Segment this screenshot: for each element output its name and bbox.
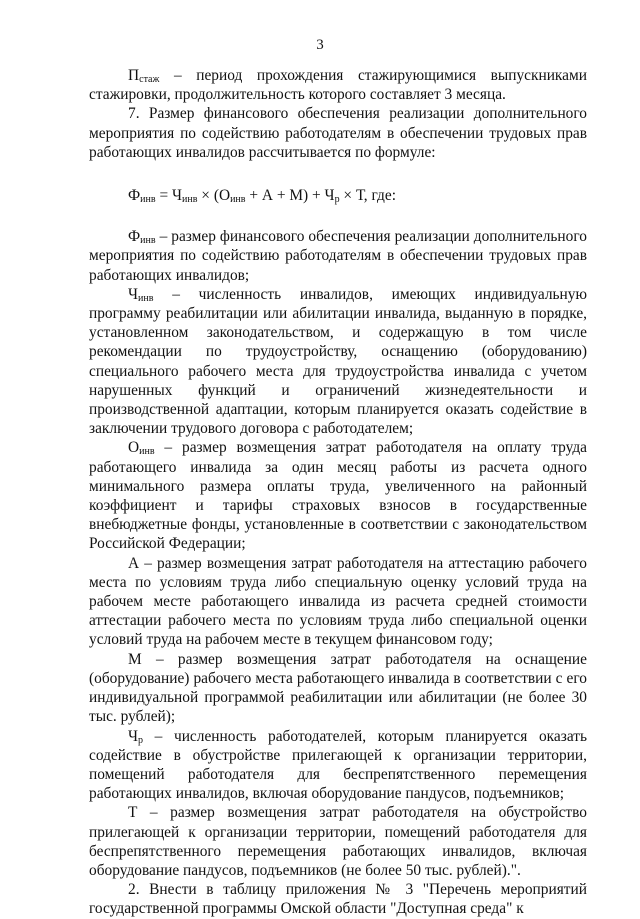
- page-number: 3: [316, 37, 324, 53]
- document-body: [89, 66, 587, 919]
- definition-o-inv: $О_{инв}$ – размер возмещения затрат работодателя на оплату труда работающего инвалида за один месяц работы из расчета одного минимального размера оплаты труда, увеличенного на районный коэффициент и тарифы страховых взносов в государственные внебюджетные фонды, установленные в соответствии с законодательством Российской Федерации;: [89, 439, 587, 553]
- definition-ch-inv: $Ч_{инв}$ – численность инвалидов, имеющих индивидуальную программу реабилитации или абилитации инвалида, выданную в порядке, установленном законодательством, и содержащую в том числе рекомендации по трудоустройству, оснащению (оборудованию) специального рабочего места для трудоустройства инвалида с учетом нарушенных функций и ограничений жизнедеятельности и производственной адаптации, которым планируется оказать содействие в заключении трудового договора с работодателем;: [89, 285, 587, 438]
- paragraph-item-2: 2. Внести в таблицу приложения № 3 "Перечень мероприятий государственной программы Омской области "Доступная среда" к: [89, 881, 587, 918]
- definition-m: М – размер возмещения затрат работодателя на оснащение (оборудование) рабочего места работающего инвалида в соответствии с его индивидуальной программой реабилитации или абилитации (не более 30 тыс. рублей);: [89, 650, 587, 726]
- definition-t: Т – размер возмещения затрат работодателя на обустройство прилегающей к организации территории, помещений работодателя для беспрепятственного перемещения работающих инвалидов, включая оборудование пандусов, подъемников (не более 50 тыс. рублей).".: [89, 804, 587, 879]
- formula: $Ф_{инв} = Ч_{инв} \times (О_{инв} + А + М) + Ч_р \times Т$, где:: [128, 187, 396, 206]
- paragraph-item-7: 7. Размер финансового обеспечения реализации дополнительного мероприятия по содействию работодателям в обеспечении трудовых прав работающих инвалидов рассчитывается по формуле:: [89, 105, 587, 161]
- definition-f-inv: $Ф_{инв}$ – размер финансового обеспечения реализации дополнительного мероприятия по содействию работодателям в обеспечении трудовых прав работающих инвалидов;: [89, 228, 587, 284]
- paragraph-p-stazh: $П_{стаж}$ – период прохождения стажирующимися выпускниками стажировки, продолжительность которого составляет 3 месяца.: [89, 67, 587, 104]
- definition-ch-r: $Ч_р$ – численность работодателей, которым планируется оказать содействие в обустройстве прилегающей к организации территории, помещений работодателя для беспрепятственного перемещения работающих инвалидов, включая оборудование пандусов, подъемников;: [89, 727, 587, 803]
- definition-a: А – размер возмещения затрат работодателя на аттестацию рабочего места по условиям труда либо специальную оценку условий труда на рабочем месте работающего инвалида из расчета средней стоимости аттестации рабочего места по условиям труда либо специальной оценки условий труда на рабочем месте в текущем финансовом году;: [89, 554, 587, 649]
